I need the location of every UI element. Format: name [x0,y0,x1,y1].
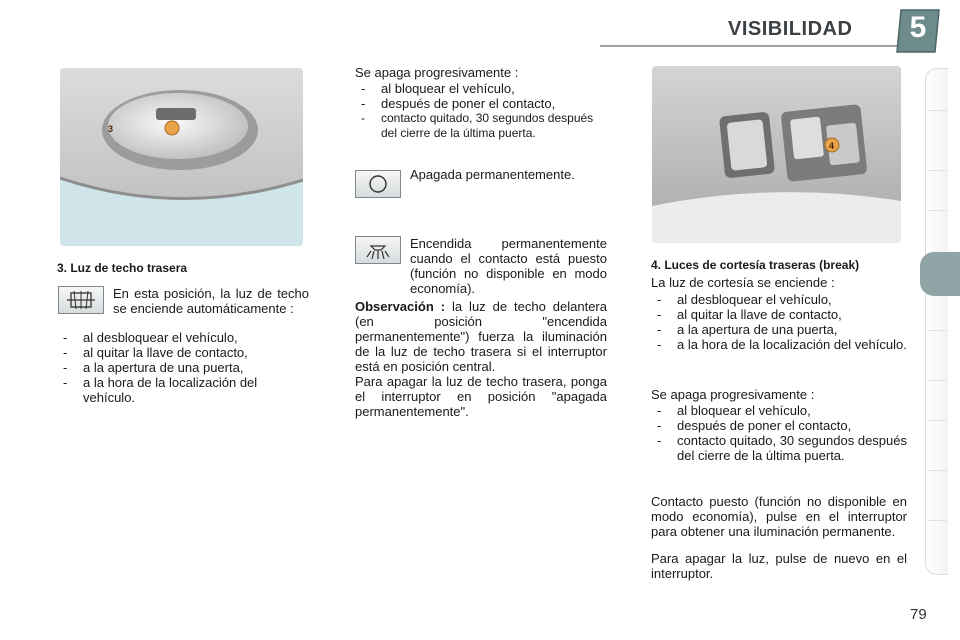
tab-divider [928,470,947,471]
tab-divider [928,170,947,171]
rear-light-on-list [57,330,309,405]
switch-off-paragraph: Para apagar la luz de techo trasera, ponga el interruptor en posición "apagada permanentemente". [355,374,607,419]
on-mode-description: Encendida permanentemente cuando el contacto está puesto (función no disponible en modo economía). [410,236,607,296]
list-item: - al desbloquear el vehículo, [57,330,309,345]
courtesy-on-intro: La luz de cortesía se enciende : [651,275,835,290]
list-item: - a la hora de la localización del vehículo. [57,375,309,405]
list-item: - a la apertura de una puerta, [57,360,309,375]
section-heading-courtesy: 4. Luces de cortesía traseras (break) [651,258,860,272]
list-item: - contacto quitado, 30 segundos después del cierre de la última puerta. [651,433,907,463]
courtesy-light-photo [652,66,901,243]
list-item: - después de poner el contacto, [355,96,607,111]
fade-out-intro: Se apaga progresivamente : [355,65,519,80]
tab-divider [928,330,947,331]
rear-ceiling-light-photo [60,68,303,246]
page-number: 79 [910,606,927,623]
tab-divider [928,380,947,381]
courtesy-off-list [651,403,907,463]
switch-off-courtesy-paragraph: Para apagar la luz, pulse de nuevo en el interruptor. [651,551,907,581]
observation-label: Observación : [355,299,446,314]
off-mode-description: Apagada permanentemente. [410,167,575,182]
list-item: - al bloquear el vehículo, [355,81,607,96]
list-item: - al bloquear el vehículo, [651,403,907,418]
courtesy-off-intro: Se apaga progresivamente : [651,387,815,402]
door-mode-description: En esta posición, la luz de techo se enciende automáticamente : [113,286,309,316]
off-mode-icon [355,170,401,198]
list-item: - a la hora de la localización del vehículo. [651,337,907,352]
list-item: - al quitar la llave de contacto, [57,345,309,360]
photo-callout-3: 3 [108,124,114,134]
door-mode-icon [58,286,104,314]
on-mode-icon [355,236,401,264]
courtesy-on-list [651,292,907,352]
active-chapter-tab[interactable] [920,252,960,296]
permanent-lighting-paragraph: Contacto puesto (función no disponible en modo economía), pulse en el interruptor para obtener una iluminación permanente. [651,494,907,539]
tab-divider [928,210,947,211]
header-rule [600,45,900,47]
tab-divider [928,110,947,111]
tab-divider [928,520,947,521]
list-item: - al quitar la llave de contacto, [651,307,907,322]
chapter-number: 5 [909,11,927,44]
fade-out-list [355,81,607,141]
section-heading-rear-light: 3. Luz de techo trasera [57,261,188,275]
observation-note [355,299,607,374]
chapter-tab-strip [925,68,948,575]
list-item: - al desbloquear el vehículo, [651,292,907,307]
list-item: - a la apertura de una puerta, [651,322,907,337]
page-title: VISIBILIDAD [728,18,853,40]
photo-callout-4: 4 [829,141,835,151]
list-item: - contacto quitado, 30 segundos después del cierre de la última puerta. [355,111,607,141]
list-item: - después de poner el contacto, [651,418,907,433]
tab-divider [928,420,947,421]
observation-text: la luz de techo delantera (en posición "encendida permanentemente") fuerza la iluminación de la luz de techo trasera si el interruptor está en posición central. [355,299,607,374]
